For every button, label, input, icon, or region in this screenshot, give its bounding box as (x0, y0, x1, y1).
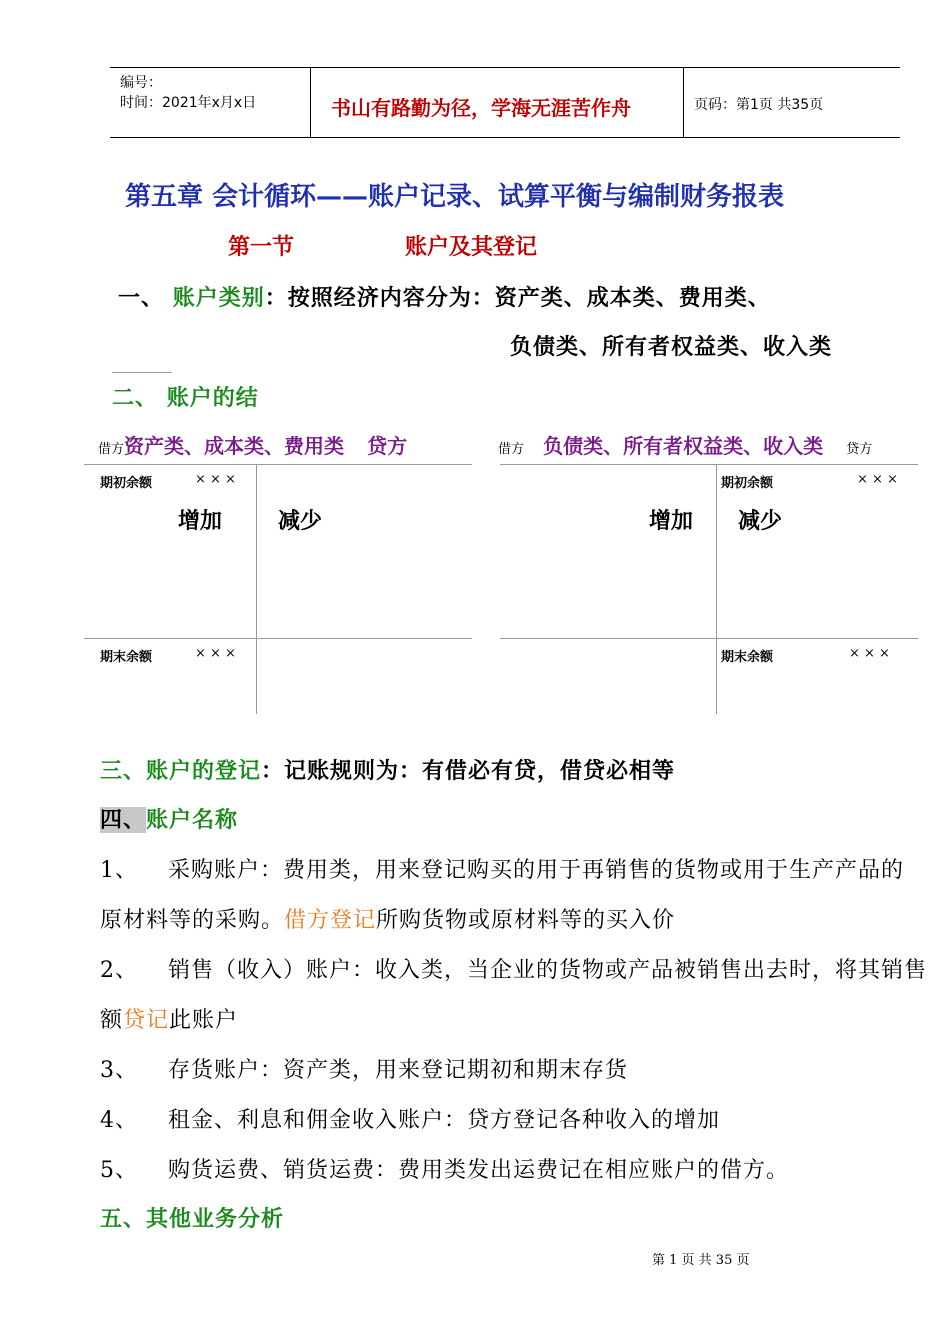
t-left-types: 资产类、成本类、费用类 (124, 434, 345, 458)
t-left-top-line (84, 464, 472, 465)
item-2-num: 2、 (100, 958, 138, 983)
item-2-text: 销售（收入）账户：收入类，当企业的货物或产品被销售出去时，将其销售 (168, 958, 928, 983)
part3-line (100, 754, 675, 785)
t-right-decrease: 减少 (738, 508, 783, 534)
t-left-opening-val: × × × (195, 472, 236, 487)
t-left-mid-line (256, 464, 257, 714)
item-2-cont-a: 额 (100, 1008, 124, 1033)
part2-label: 二、 (112, 385, 159, 411)
number-label: 编号： (120, 75, 162, 91)
item-5-num: 5、 (100, 1158, 138, 1183)
divider (112, 372, 172, 373)
t-left-closing: 期末余额 (100, 650, 153, 665)
t-right-top-line (500, 464, 918, 465)
item-3-num: 3、 (100, 1058, 138, 1083)
t-right-header (498, 430, 872, 459)
header-page-cell (684, 68, 900, 137)
section-title: 账户及其登记 (405, 234, 538, 260)
t-left-opening: 期初余额 (100, 476, 153, 491)
item-4 (100, 1103, 720, 1134)
part4-heading: 账户名称 (146, 807, 239, 833)
item-2-cont (100, 1003, 238, 1034)
t-left-increase: 增加 (178, 508, 223, 534)
part1-text1: ：按照经济内容分为：资产类、成本类、费用类、 (264, 285, 771, 311)
item-3 (100, 1053, 628, 1084)
t-right-closing: 期末余额 (721, 650, 774, 665)
part3-heading: 三、账户的登记 (100, 758, 262, 784)
part2-heading: 账户的结 (166, 385, 259, 411)
page-footer: 第 1 页 共 35 页 (652, 1253, 750, 1268)
header-table (110, 67, 900, 138)
part1-label: 一、 (118, 285, 165, 311)
part1-heading: 账户类别 (172, 285, 265, 311)
part4-num: 四、 (100, 807, 147, 833)
t-right-credit: 贷方 (846, 442, 873, 457)
t-right-bottom-line (500, 638, 918, 639)
part4-line (100, 803, 238, 834)
t-right-opening: 期初余额 (721, 476, 774, 491)
t-left-header (98, 430, 407, 459)
t-left-debit: 借方 (98, 442, 125, 457)
item-3-text: 存货账户：资产类，用来登记期初和期末存货 (168, 1058, 629, 1083)
item-4-text: 租金、利息和佣金收入账户：贷方登记各种收入的增加 (168, 1108, 721, 1133)
item-5 (100, 1153, 789, 1184)
part5-heading: 五、其他业务分析 (100, 1206, 285, 1232)
item-1 (100, 853, 904, 884)
part1-text2: 负债类、所有者权益类、收入类 (510, 334, 833, 360)
t-right-increase: 增加 (649, 508, 694, 534)
item-2-cont-b: 此账户 (169, 1008, 239, 1033)
t-right-mid-line (716, 464, 717, 714)
part1-line (118, 281, 771, 312)
item-5-text: 购货运费、销货运费：费用类发出运费记在相应账户的借方。 (168, 1158, 790, 1183)
item-2 (100, 953, 927, 984)
item-1-num: 1、 (100, 858, 138, 883)
t-left-credit: 贷方 (367, 434, 408, 458)
t-right-opening-val: × × × (857, 472, 898, 487)
item-1-highlight: 借方登记 (284, 908, 377, 933)
t-right-closing-val: × × × (849, 646, 890, 661)
time-label: 时间：2021年x月x日 (120, 95, 257, 111)
item-1-text: 采购账户：费用类，用来登记购买的用于再销售的货物或用于生产产品的 (168, 858, 905, 883)
section-number: 第一节 (228, 234, 295, 260)
part2-line (112, 381, 259, 412)
item-2-highlight: 贷记 (123, 1008, 170, 1033)
item-4-num: 4、 (100, 1108, 138, 1133)
page-info: 页码：第1页 共35页 (694, 97, 824, 113)
t-left-decrease: 减少 (278, 508, 323, 534)
motto: 书山有路勤为径，学海无涯苦作舟 (331, 96, 631, 120)
part3-text: ：记账规则为：有借必有贷，借贷必相等 (261, 758, 676, 784)
item-1-cont (100, 903, 675, 934)
t-left-bottom-line (84, 638, 472, 639)
t-left-closing-val: × × × (195, 646, 236, 661)
t-right-debit: 借方 (498, 442, 525, 457)
t-right-types: 负债类、所有者权益类、收入类 (543, 434, 824, 458)
header-meta-cell (110, 68, 311, 137)
chapter-title: 第五章 会计循环——账户记录、试算平衡与编制财务报表 (125, 182, 785, 212)
header-motto-cell (311, 68, 684, 137)
item-1-cont-b: 所购货物或原材料等的买入价 (376, 908, 676, 933)
item-1-cont-a: 原材料等的采购。 (100, 908, 285, 933)
